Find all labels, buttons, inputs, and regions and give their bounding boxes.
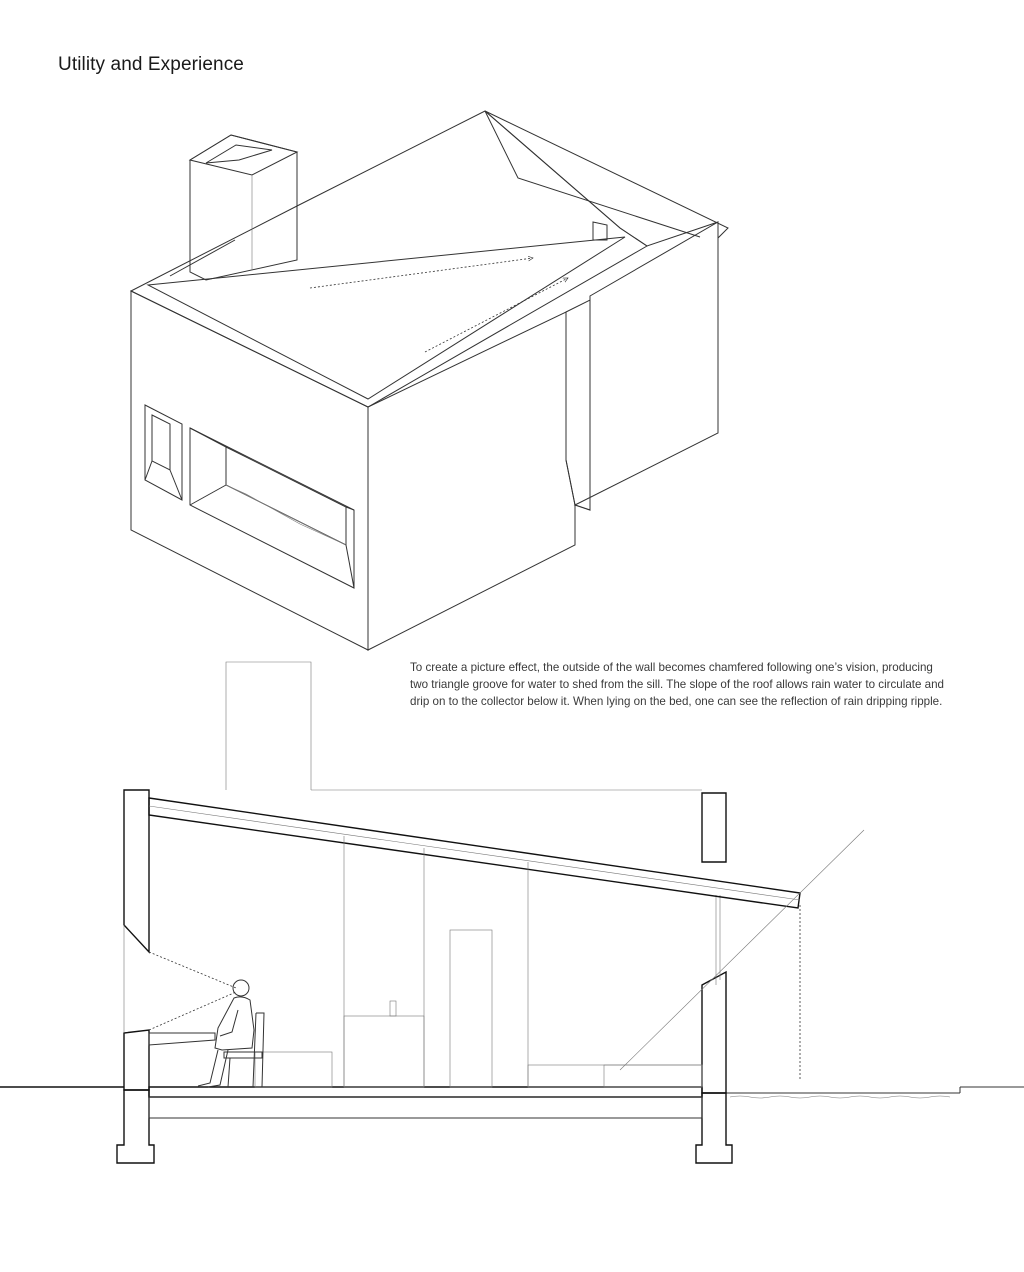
section-view <box>0 662 1024 1163</box>
section-left-footing <box>117 1090 154 1163</box>
section-desk <box>149 1033 215 1045</box>
kitchen-counter <box>344 1016 424 1087</box>
roof-flow-arrow-2 <box>425 278 568 352</box>
axo-right-wall <box>368 312 575 650</box>
section-right-footing <box>696 1093 732 1163</box>
bed <box>528 1065 702 1087</box>
page-title: Utility and Experience <box>58 54 244 75</box>
water-ripple <box>730 1096 950 1098</box>
section-floor-slab <box>149 1087 702 1097</box>
axo-projecting-panel <box>575 222 718 510</box>
sightline-upper <box>149 952 236 988</box>
interior-door <box>450 930 492 1087</box>
section-left-wall-lower <box>124 1030 149 1090</box>
section-left-wall-upper <box>124 790 149 952</box>
axo-roof-fold <box>485 111 700 237</box>
axo-roof <box>131 111 647 407</box>
low-cabinet <box>255 1052 332 1087</box>
sightline-bed <box>620 830 864 1070</box>
section-right-wall-top <box>702 793 726 862</box>
chair <box>224 1013 264 1087</box>
sightline-lower <box>149 992 236 1030</box>
axo-entry-recess <box>566 300 590 510</box>
section-right-wall-lower <box>702 972 726 1093</box>
caption-text: To create a picture effect, the outside of the wall becomes chamfered following one’s vision, producing two triangle groove for water to shed from the sill. The slope of the roof allows rain water to circulate and drip on to the collector below it. When lying on the bed, one can see the reflection of rain dripping ripple. <box>410 661 945 708</box>
axo-left-wall <box>131 291 368 650</box>
axo-chimney <box>190 135 297 280</box>
roof-flow-arrow-1 <box>310 258 533 288</box>
axonometric-view <box>131 111 728 650</box>
section-gravel-bed <box>149 1097 702 1118</box>
section-chimney <box>226 662 311 790</box>
